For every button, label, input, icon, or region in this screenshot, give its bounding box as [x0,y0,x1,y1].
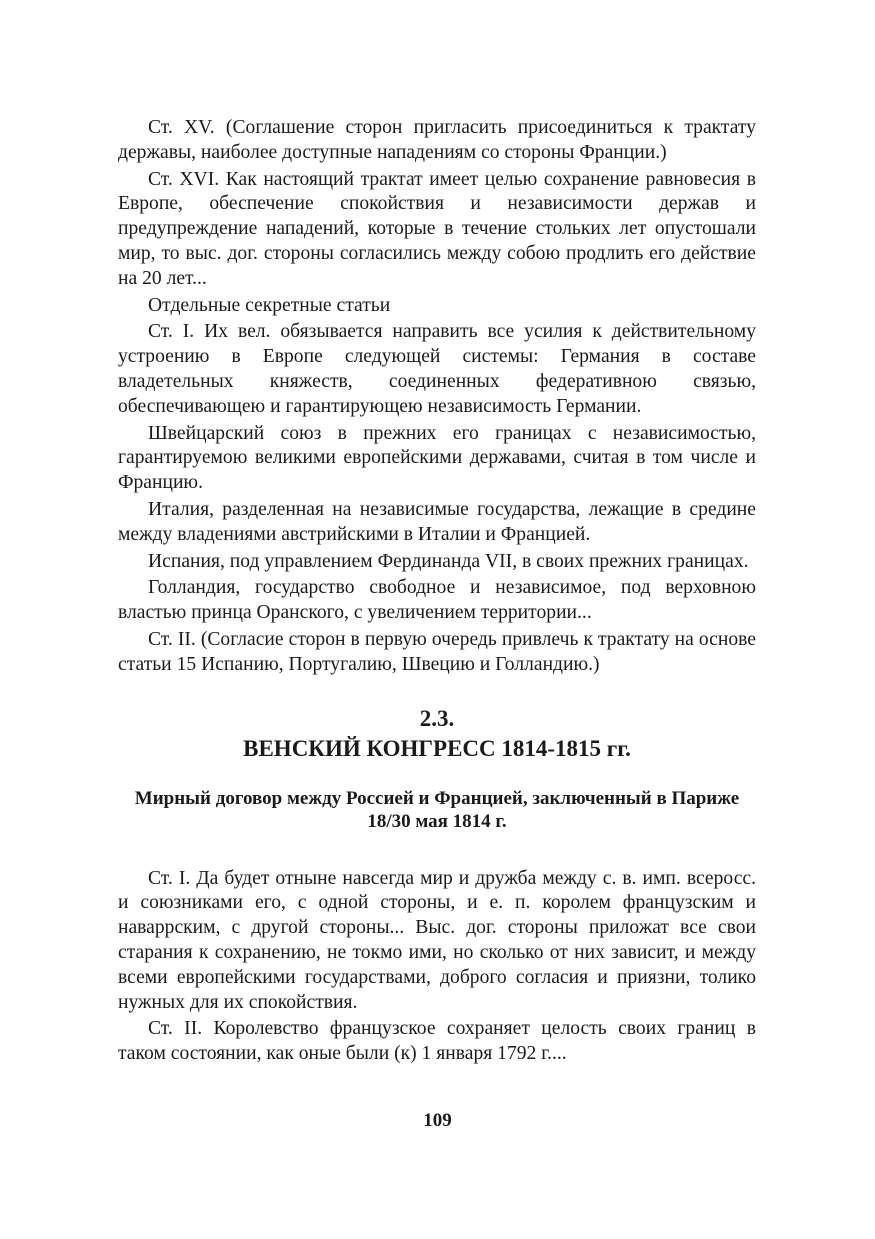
secret-articles-heading: Отдельные секретные статьи [148,294,391,316]
treaty-article-i: Ст. I. Да будет отныне навсегда мир и дружба между с. в. имп. всеросс. и союзниками его, с одной стороны, и е. п. королем французским и наваррским, с другой стороны... Выс. дог. стороны приложат все свои старания к сохранению, не токмо ими, но сколько от них зависит, и между всеми европейскими государствами, доброго согласия и приязни, толико нужных для их спокойствия. [118,867,756,1013]
treaty-article-ii: Ст. II. Королевство французское сохраняет целость своих границ в таком состоянии, как оные были (к) 1 января 1792 г.... [118,1018,756,1065]
article-xvi: Ст. XVI. Как настоящий трактат имеет целью сохранение равновесия в Европе, обеспечение спокойствия и независимости держав и предупреждение нападений, которые в течение стольких лет опустошали мир, то выс. дог. стороны согласились между собою продлить его действие на 20 лет... [118,168,756,289]
section-title: ВЕНСКИЙ КОНГРЕСС 1814-1815 гг. [243,735,631,761]
secret-article-i: Ст. I. Их вел. обязывается направить все усилия к действительному устроению в Европе следующей системы: Германия в составе владетельных княжеств, соединенных федеративною связью, обеспечивающею и гарантирующею независимость Германии. [118,321,756,417]
page-body [118,116,756,1069]
document-title: Мирный договор между Россией и Францией, заключенный в Париже 18/30 мая 1814 г. [134,787,740,832]
article-xv: Ст. XV. (Соглашение сторон пригласить присоединиться к трактату державы, наиболее доступные нападениям со стороны Франции.) [118,117,756,163]
top-articles [118,116,756,678]
page-number: 109 [423,1110,452,1131]
paragraph-spain: Испания, под управлением Фердинанда VII, в своих прежних границах. [148,550,749,572]
secret-article-ii: Ст. II. (Согласие сторон в первую очередь привлечь к трактату на основе статьи 15 Испанию, Португалию, Швецию и Голландию.) [118,628,756,675]
paragraph-switzerland: Швейцарский союз в прежних его границах с независимостью, гарантируемою великими европейскими державами, считая в том числе и Францию. [118,422,756,494]
bottom-articles [118,867,756,1067]
section-number: 2.3. [419,705,455,731]
paragraph-italy: Италия, разделенная на независимые государства, лежащие в средине между владениями австрийскими в Италии и Францией. [118,498,756,545]
paragraph-holland: Голландия, государство свободное и независимое, под верховною властью принца Оранского, с увеличением территории... [118,577,756,624]
